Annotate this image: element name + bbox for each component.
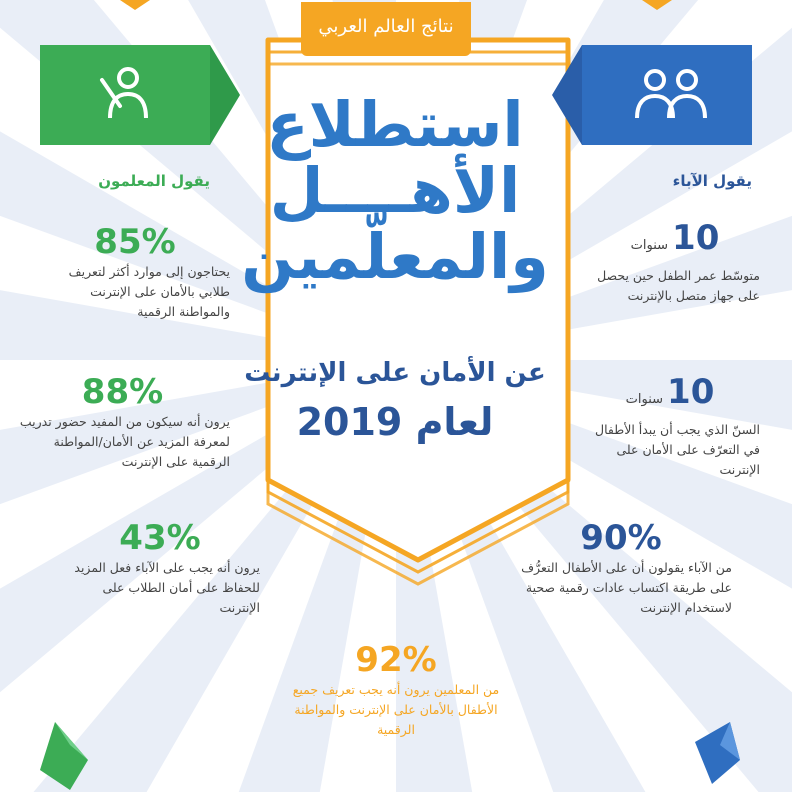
stat-value: 10سنوات	[630, 218, 720, 258]
stat-value: 85%	[94, 222, 176, 262]
teacher-stat-3	[60, 518, 260, 618]
stat-value: 90%	[580, 518, 662, 558]
bottom-stat	[276, 640, 516, 740]
title-line2: الأهــــل	[269, 154, 521, 227]
title-line1: استطلاع	[266, 88, 524, 161]
stat-description: من المعلمين يرون أنه يجب تعريف جميع الأطفال بالأمان على الإنترنت والمواطنة الرقمية	[292, 682, 500, 737]
parents-heading: يقول الآباء	[672, 172, 752, 190]
stat-value: 92%	[355, 640, 437, 680]
teacher-icon	[90, 60, 160, 130]
teachers-ribbon	[40, 45, 210, 145]
parent-stat-1	[590, 218, 760, 306]
results-badge: نتائج العالم العربي	[301, 2, 471, 56]
stat-description: السنّ الذي يجب أن يبدأ الأطفال في التعرّف على الأمان على الإنترنت	[595, 422, 760, 477]
parents-icon	[627, 60, 717, 130]
survey-year: لعام 2019	[296, 400, 494, 444]
stat-description: يحتاجون إلى موارد أكثر لتعريف طلابي بالأمان على الإنترنت والمواطنة الرقمية	[68, 264, 230, 319]
parent-stat-2	[580, 372, 760, 480]
stat-value: 10سنوات	[625, 372, 715, 412]
stat-description: يرون أنه يجب على الآباء فعل المزيد للحفاظ على أمان الطلاب على الإنترنت	[74, 560, 260, 615]
teachers-heading: يقول المعلمون	[98, 172, 210, 190]
page-subtitle: عن الأمان على الإنترنت	[244, 358, 546, 388]
stat-value: 43%	[119, 518, 201, 558]
stat-value: 88%	[81, 372, 164, 412]
title-line3: والمعلّمين	[241, 220, 549, 293]
stat-description: من الآباء يقولون أن على الأطفال التعرُّف على طريقة اكتساب عادات رقمية صحية لاستخدام الإنترنت	[521, 560, 732, 615]
teacher-stat-2	[15, 372, 230, 472]
stat-description: متوسّط عمر الطفل حين يحصل على جهاز متصل بالإنترنت	[597, 268, 760, 303]
stat-description: يرون أنه سيكون من المفيد حضور تدريب لمعرفة المزيد عن الأمان/المواطنة الرقمية على الإنترنت	[19, 414, 230, 469]
parent-stat-3	[510, 518, 732, 618]
teacher-stat-1	[40, 222, 230, 322]
page-title	[235, 88, 555, 293]
parents-ribbon	[582, 45, 752, 145]
